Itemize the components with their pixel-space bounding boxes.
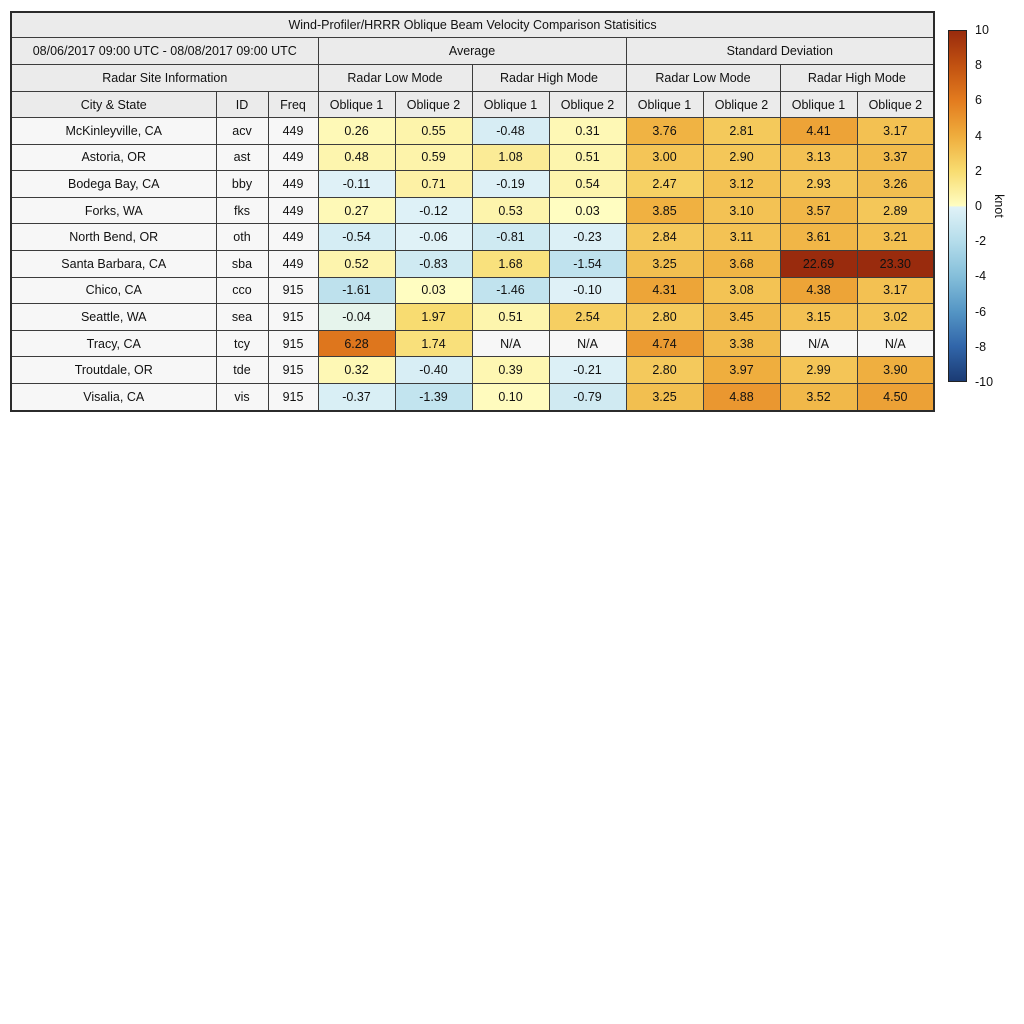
cell-city: Visalia, CA [11,383,216,410]
col-header-oblique1: Oblique 1 [780,92,857,118]
cell-value: N/A [549,330,626,357]
cell-value: 0.59 [395,144,472,171]
cell-city: Chico, CA [11,277,216,304]
colorbar-tick-label: 6 [975,93,982,108]
cell-value: 3.17 [857,277,934,304]
colorbar-tick-label: 10 [975,22,989,37]
cell-value: 2.93 [780,171,857,198]
cell-id: tcy [216,330,268,357]
site-info-header: Radar Site Information [11,65,318,92]
cell-city: Bodega Bay, CA [11,171,216,198]
cell-value: -0.06 [395,224,472,251]
cell-value: 3.11 [703,224,780,251]
colorbar-tick-label: -2 [975,233,987,248]
table-row [11,171,934,198]
cell-value: 0.26 [318,118,395,145]
cell-value: -1.39 [395,383,472,410]
cell-city: Santa Barbara, CA [11,250,216,277]
title-row [11,12,934,38]
colorbar-tick-label: -10 [975,374,994,389]
cell-freq: 449 [268,224,318,251]
cell-value: 0.32 [318,357,395,384]
cell-value: 1.74 [395,330,472,357]
cell-freq: 915 [268,304,318,331]
cell-value: 2.84 [626,224,703,251]
colorbar-tick-label: -4 [975,269,987,284]
cell-value: 3.02 [857,304,934,331]
cell-value: -0.19 [472,171,549,198]
cell-value: 0.48 [318,144,395,171]
cell-value: 1.97 [395,304,472,331]
cell-city: North Bend, OR [11,224,216,251]
colorbar-tick-label: 8 [975,57,982,72]
cell-value: 3.38 [703,330,780,357]
cell-value: -1.54 [549,250,626,277]
cell-value: -0.04 [318,304,395,331]
cell-freq: 915 [268,383,318,410]
cell-value: 4.31 [626,277,703,304]
cell-id: sba [216,250,268,277]
cell-value: 2.99 [780,357,857,384]
col-header-freq: Freq [268,92,318,118]
cell-city: Troutdale, OR [11,357,216,384]
table-body [11,118,934,411]
cell-value: 0.27 [318,197,395,224]
colorbar-tick-label: 4 [975,128,982,143]
cell-city: Forks, WA [11,197,216,224]
cell-freq: 915 [268,357,318,384]
cell-value: 3.10 [703,197,780,224]
avg-low-mode-header: Radar Low Mode [318,65,472,92]
cell-value: 3.26 [857,171,934,198]
cell-value: 3.00 [626,144,703,171]
cell-id: cco [216,277,268,304]
cell-value: 3.45 [703,304,780,331]
cell-freq: 915 [268,330,318,357]
cell-city: Astoria, OR [11,144,216,171]
cell-value: -0.79 [549,383,626,410]
cell-value: -0.10 [549,277,626,304]
cell-id: bby [216,171,268,198]
cell-value: 3.25 [626,383,703,410]
cell-value: 4.88 [703,383,780,410]
cell-id: sea [216,304,268,331]
cell-value: 3.25 [626,250,703,277]
table-row [11,118,934,145]
cell-value: 3.21 [857,224,934,251]
cell-id: fks [216,197,268,224]
table-title: Wind-Profiler/HRRR Oblique Beam Velocity Comparison Statisitics [11,12,934,38]
cell-value: 4.38 [780,277,857,304]
cell-value: 3.52 [780,383,857,410]
cell-id: vis [216,383,268,410]
cell-value: 3.85 [626,197,703,224]
mode-header-row [11,65,934,92]
cell-freq: 449 [268,171,318,198]
cell-value: 0.31 [549,118,626,145]
col-header-oblique1: Oblique 1 [626,92,703,118]
cell-value: 2.80 [626,304,703,331]
cell-value: 3.13 [780,144,857,171]
cell-value: 3.17 [857,118,934,145]
cell-value: 3.12 [703,171,780,198]
table-row [11,277,934,304]
col-header-oblique2: Oblique 2 [395,92,472,118]
table-row [11,383,934,410]
cell-value: -0.54 [318,224,395,251]
cell-value: 3.97 [703,357,780,384]
avg-high-mode-header: Radar High Mode [472,65,626,92]
cell-value: -0.21 [549,357,626,384]
cell-value: 4.50 [857,383,934,410]
cell-value: 0.51 [549,144,626,171]
cell-freq: 449 [268,250,318,277]
cell-freq: 449 [268,118,318,145]
cell-value: -0.40 [395,357,472,384]
cell-value: -0.23 [549,224,626,251]
cell-value: -0.83 [395,250,472,277]
cell-freq: 449 [268,197,318,224]
std-dev-group-header: Standard Deviation [626,38,934,65]
period-label: 08/06/2017 09:00 UTC - 08/08/2017 09:00 UTC [11,38,318,65]
table-row [11,304,934,331]
cell-value: 3.90 [857,357,934,384]
cell-value: 0.03 [549,197,626,224]
table-row [11,144,934,171]
cell-value: 0.71 [395,171,472,198]
cell-value: -1.61 [318,277,395,304]
cell-value: 3.57 [780,197,857,224]
cell-city: McKinleyville, CA [11,118,216,145]
cell-value: 2.54 [549,304,626,331]
average-group-header: Average [318,38,626,65]
cell-value: 6.28 [318,330,395,357]
cell-value: 22.69 [780,250,857,277]
cell-id: ast [216,144,268,171]
col-header-oblique2: Oblique 2 [703,92,780,118]
cell-value: 23.30 [857,250,934,277]
cell-freq: 915 [268,277,318,304]
cell-value: -0.11 [318,171,395,198]
colorbar [948,22,1024,389]
table-row [11,330,934,357]
cell-value: 0.03 [395,277,472,304]
cell-value: -0.37 [318,383,395,410]
cell-value: 0.51 [472,304,549,331]
cell-value: -1.46 [472,277,549,304]
cell-city: Seattle, WA [11,304,216,331]
col-header-oblique1: Oblique 1 [318,92,395,118]
cell-city: Tracy, CA [11,330,216,357]
cell-value: 0.10 [472,383,549,410]
std-high-mode-header: Radar High Mode [780,65,934,92]
cell-value: 2.80 [626,357,703,384]
table-row [11,224,934,251]
colorbar-gradient [948,30,967,382]
cell-value: 0.52 [318,250,395,277]
col-header-oblique1: Oblique 1 [472,92,549,118]
colorbar-unit-label: knot [992,194,1006,218]
table-row [11,357,934,384]
cell-value: 0.55 [395,118,472,145]
cell-value: 1.68 [472,250,549,277]
table-row [11,197,934,224]
cell-value: N/A [857,330,934,357]
col-header-city: City & State [11,92,216,118]
cell-value: 1.08 [472,144,549,171]
column-header-row [11,92,934,118]
cell-value: 0.54 [549,171,626,198]
group-header-row [11,38,934,65]
colorbar-tick-label: -6 [975,304,987,319]
cell-value: 4.41 [780,118,857,145]
table-row [11,250,934,277]
cell-id: tde [216,357,268,384]
cell-value: 4.74 [626,330,703,357]
cell-value: 3.37 [857,144,934,171]
col-header-oblique2: Oblique 2 [549,92,626,118]
cell-value: 3.76 [626,118,703,145]
cell-id: acv [216,118,268,145]
stats-table [10,11,935,412]
cell-value: 0.53 [472,197,549,224]
cell-value: 3.08 [703,277,780,304]
cell-value: 0.39 [472,357,549,384]
cell-value: -0.12 [395,197,472,224]
cell-id: oth [216,224,268,251]
cell-freq: 449 [268,144,318,171]
cell-value: 3.61 [780,224,857,251]
cell-value: 2.90 [703,144,780,171]
std-low-mode-header: Radar Low Mode [626,65,780,92]
colorbar-tick-label: 0 [975,198,982,213]
cell-value: 3.15 [780,304,857,331]
colorbar-tick-label: -8 [975,339,987,354]
cell-value: N/A [780,330,857,357]
cell-value: 2.47 [626,171,703,198]
colorbar-tick-label: 2 [975,163,982,178]
cell-value: 2.81 [703,118,780,145]
cell-value: -0.81 [472,224,549,251]
cell-value: -0.48 [472,118,549,145]
cell-value: 2.89 [857,197,934,224]
cell-value: N/A [472,330,549,357]
col-header-oblique2: Oblique 2 [857,92,934,118]
cell-value: 3.68 [703,250,780,277]
col-header-id: ID [216,92,268,118]
